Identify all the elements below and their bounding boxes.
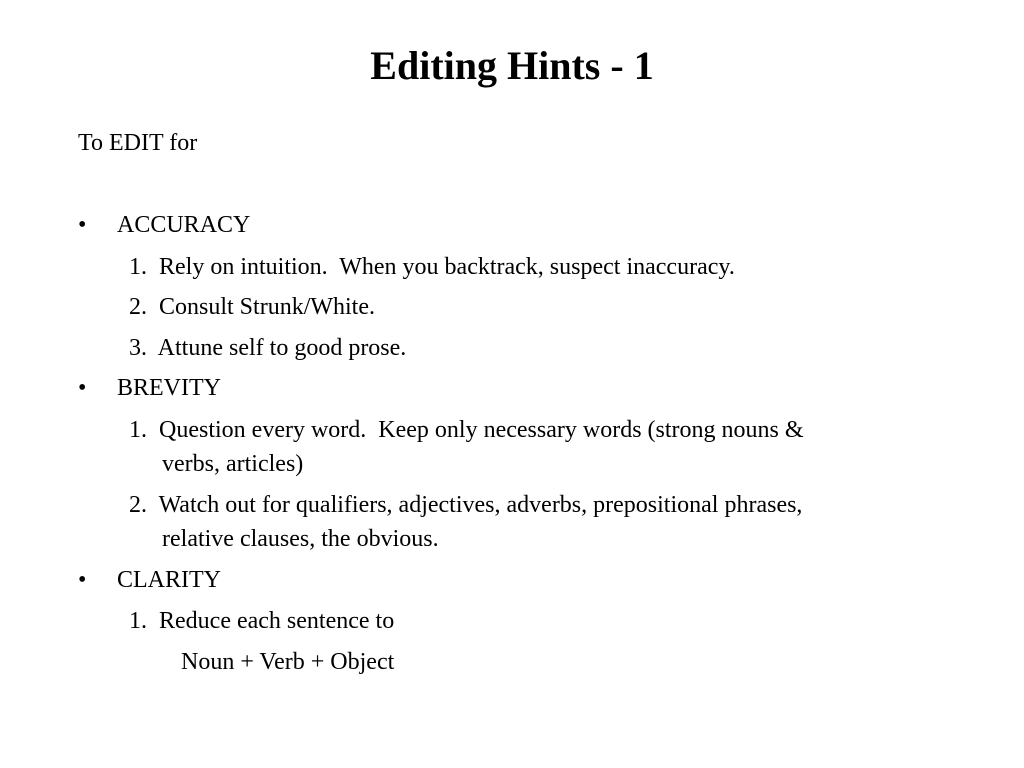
section-heading-clarity: CLARITY	[117, 567, 221, 593]
clarity-formula: Noun + Verb + Object	[181, 649, 395, 675]
section-heading-accuracy: ACCURACY	[117, 212, 251, 238]
accuracy-item-3: 3. Attune self to good prose.	[129, 335, 407, 361]
brevity-item-2-continued: relative clauses, the obvious.	[162, 526, 439, 552]
brevity-item-1-continued: verbs, articles)	[162, 451, 304, 477]
bullet-icon: •	[78, 212, 87, 238]
accuracy-item-1: 1. Rely on intuition. When you backtrack, suspect inaccuracy.	[129, 254, 735, 280]
intro-text: To EDIT for	[78, 130, 198, 156]
bullet-icon: •	[78, 567, 87, 593]
slide-title: Editing Hints - 1	[370, 43, 654, 88]
bullet-icon: •	[78, 375, 87, 401]
accuracy-item-2: 2. Consult Strunk/White.	[129, 294, 375, 320]
brevity-item-2: 2. Watch out for qualifiers, adjectives, adverbs, prepositional phrases,	[129, 492, 803, 518]
brevity-item-1: 1. Question every word. Keep only necessary words (strong nouns &	[129, 417, 804, 443]
section-heading-brevity: BREVITY	[117, 375, 221, 401]
clarity-item-1: 1. Reduce each sentence to	[129, 608, 395, 634]
